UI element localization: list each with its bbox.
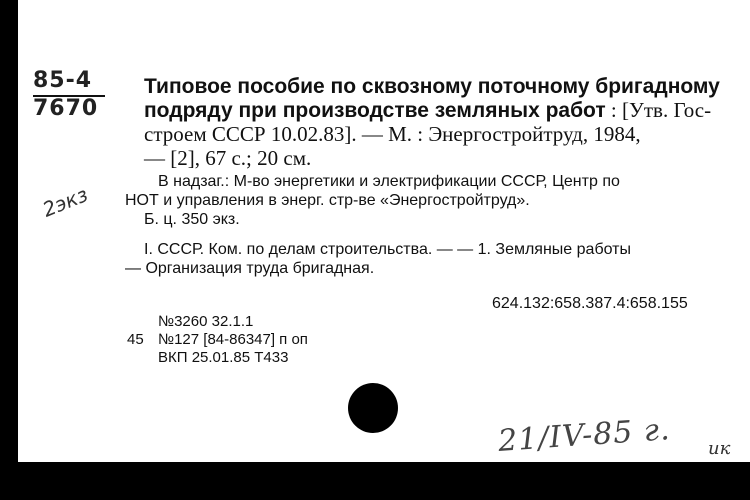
registry-line-1: №3260 32.1.1: [158, 313, 254, 330]
note-line-2: НОТ и управления в энерг. стр-ве «Энергостройтруд».: [125, 192, 530, 209]
title-approval: : [Утв. Гос-: [605, 98, 712, 122]
subject-headings-line-2: — Организация труда бригадная.: [125, 260, 375, 277]
registry-line-3: ВКП 25.01.85 Т433: [158, 349, 289, 366]
registry-prefix: 45: [127, 331, 144, 348]
shelf-mark-line-2: 7670: [33, 96, 99, 121]
registry-line-2: №127 [84-86347] п оп: [158, 331, 308, 348]
title-bold-1: Типовое пособие по сквозному поточному бригадному: [144, 75, 720, 98]
handwritten-initials: ик: [708, 438, 731, 459]
title-line-1: [144, 74, 720, 99]
title-line-2: [144, 98, 711, 123]
catalog-card: [18, 0, 750, 462]
handwritten-copies-note: 2экз: [39, 182, 92, 222]
handwritten-date: 21/IV-85 г.: [496, 412, 672, 459]
shelf-mark-line-1: 85-4: [33, 68, 93, 93]
publication-line: строем СССР 10.02.83]. — М. : Энергостройтруд, 1984,: [144, 122, 641, 146]
collation-line: — [2], 67 с.; 20 см.: [144, 146, 312, 170]
title-bold-2: подряду при производстве земляных работ: [144, 99, 606, 122]
subject-headings-line-1: I. СССР. Ком. по делам строительства. — — 1. Земляные работы: [144, 241, 631, 258]
punch-hole: [348, 383, 398, 433]
price-print-run: Б. ц. 350 экз.: [144, 211, 240, 228]
note-line-1: В надзаг.: М-во энергетики и электрификации СССР, Центр по: [158, 173, 620, 190]
udc-code: 624.132:658.387.4:658.155: [492, 295, 688, 312]
